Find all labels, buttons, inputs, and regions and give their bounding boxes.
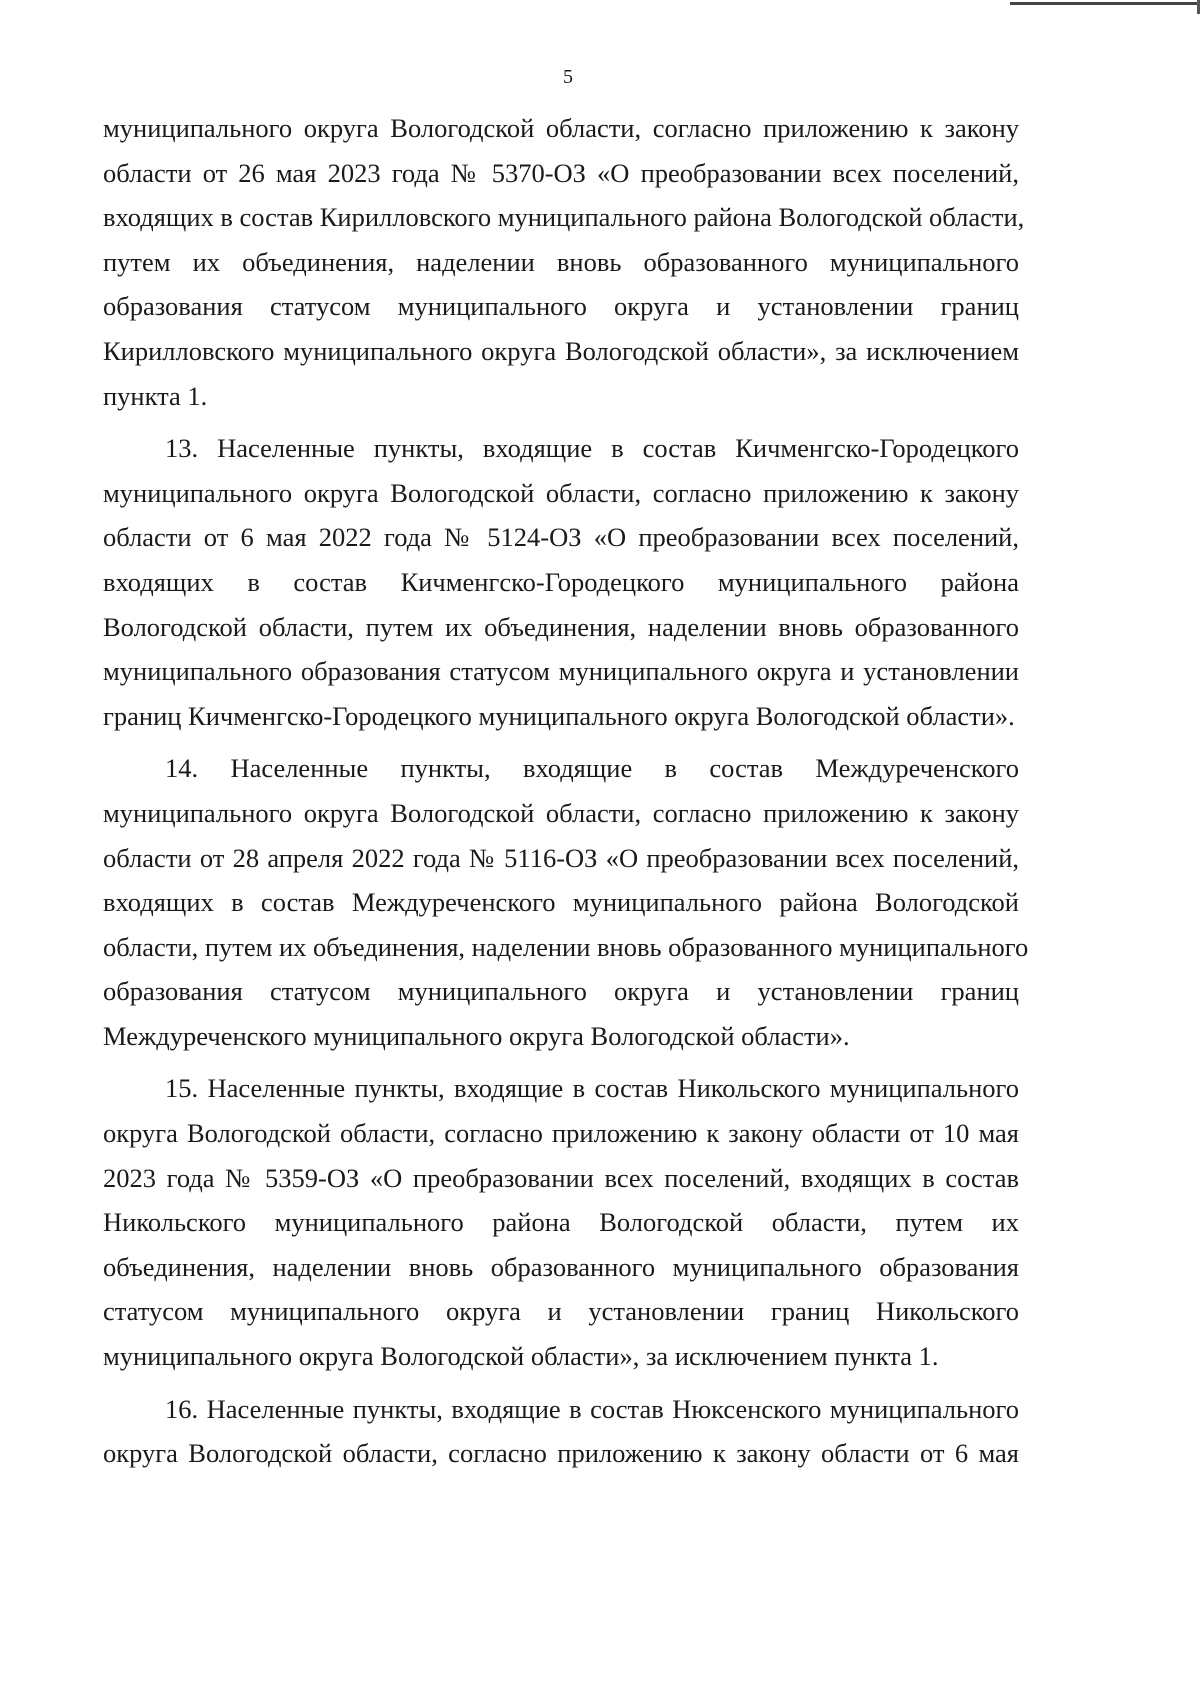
text-line: муниципального округа Вологодской области, согласно приложению к закону [103,113,1019,143]
paragraph [103,746,1029,1058]
text-line: области, путем их объединения, наделении вновь образованного муниципального [103,931,1029,962]
text-line: Вологодской области, путем их объединения, наделении вновь образованного [103,611,1019,642]
text-line: 16. Населенные пункты, входящие в состав Нюксенского муниципального [165,1393,1019,1424]
text-line: Кирилловского муниципального округа Вологодской области», за исключением [103,335,1019,366]
text-line: входящих в состав Кичменгско-Городецкого муниципального района [103,566,1019,597]
text-line: 15. Населенные пункты, входящие в состав Никольского муниципального [165,1073,1019,1104]
text-line: 2023 года № 5359-ОЗ «О преобразовании всех поселений, входящих в состав [103,1162,1019,1193]
document-body [103,106,1029,1484]
text-line: муниципального округа Вологодской области, согласно приложению к закону [103,477,1019,508]
text-line: статусом муниципального округа и установлении границ Никольского [103,1296,1019,1327]
text-line: путем их объединения, наделении вновь образованного муниципального [103,246,1019,277]
text-line: пункта 1. [103,380,208,411]
text-line: округа Вологодской области, согласно приложению к закону области от 6 мая [103,1438,1019,1469]
text-line: муниципального округа Вологодской области, согласно приложению к закону [103,797,1019,828]
paragraph [103,1066,1019,1378]
text-line: объединения, наделении вновь образованного муниципального образования [103,1251,1019,1282]
paragraph [103,426,1019,738]
text-line: Никольского муниципального района Вологодской области, путем их [103,1207,1019,1238]
text-line: образования статусом муниципального округа и установлении границ [103,291,1019,322]
text-line: области от 28 апреля 2022 года № 5116-ОЗ «О преобразовании всех поселений, [103,842,1019,873]
text-line: входящих в состав Междуреченского муниципального района Вологодской [103,887,1019,918]
text-line: входящих в состав Кирилловского муниципального района Вологодской области, [103,202,1025,233]
paragraph [103,106,1025,418]
paragraph [103,1387,1019,1476]
text-line: 14. Населенные пункты, входящие в состав Междуреченского [165,753,1019,784]
page-number: 5 [563,66,573,88]
text-line: 13. Населенные пункты, входящие в состав Кичменгско-Городецкого [165,433,1019,464]
text-line: области от 26 мая 2023 года № 5370-ОЗ «О преобразовании всех поселений, [103,157,1019,188]
text-line: муниципального округа Вологодской области», за исключением пункта 1. [103,1341,939,1372]
scan-artifact [1010,2,1200,5]
text-line: образования статусом муниципального округа и установлении границ [103,976,1019,1007]
text-line: муниципального образования статусом муниципального округа и установлении [103,656,1019,687]
text-line: округа Вологодской области, согласно приложению к закону области от 10 мая [103,1118,1019,1149]
text-line: области от 6 мая 2022 года № 5124-ОЗ «О преобразовании всех поселений, [103,522,1019,553]
text-line: границ Кичменгско-Городецкого муниципального округа Вологодской области». [103,700,1015,731]
text-line: Междуреченского муниципального округа Вологодской области». [103,1020,850,1051]
